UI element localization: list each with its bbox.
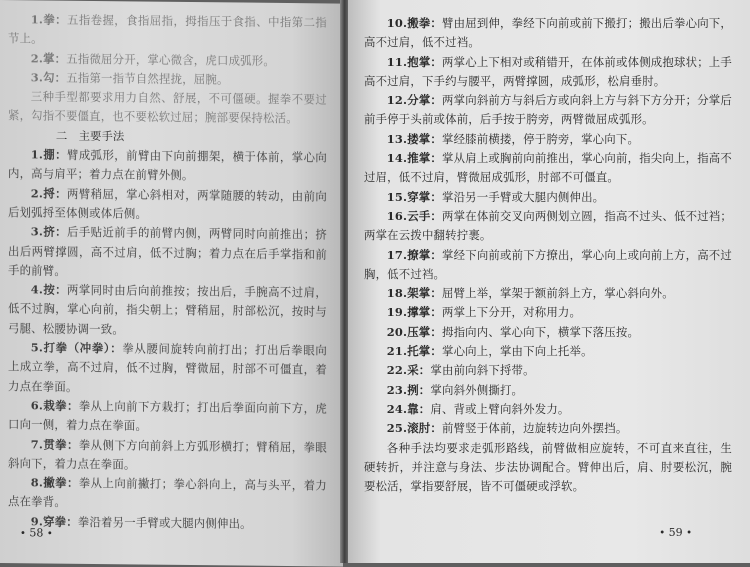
hand-method-item — [8, 184, 327, 226]
method-description: 掌向斜外侧撕打。 — [430, 382, 524, 397]
hand-method-item — [8, 145, 327, 187]
closing-paragraph: 各种手法均要求走弧形路线，前臂做相应旋转，不可直来直往，生硬转折，并注意与身法、步法协调配合。臂伸出后，肩、肘要松沉，腕要松活，掌指要舒展，皆不可僵硬或浮软。 — [364, 440, 732, 494]
method-description: 后手贴近前手的前臂内侧，两臂同时向前推出；挤出后两臂撑圆，高不过肩，低不过胸；着力点在后手掌指和前手的前臂。 — [8, 224, 327, 278]
method-description: 两掌向斜前方与斜后方或向斜上方与斜下方分开；分掌后前手停于头前或体前，后手按于胯旁，两臂微屈成弧形。 — [364, 93, 732, 127]
method-description: 两臂稍屈，掌心斜相对，两掌随腰的转动，由前向后划弧捋至体侧或体后侧。 — [8, 186, 327, 221]
method-term: 19.撑掌： — [386, 305, 442, 320]
hand-method-item — [364, 419, 732, 438]
hand-method-item — [8, 435, 327, 477]
hand-method-item — [364, 53, 732, 92]
method-term: 20.压掌： — [386, 324, 442, 339]
method-term: 13.搂掌： — [386, 131, 442, 146]
right-page — [348, 0, 750, 563]
method-description: 臂由屈到伸，拳经下向前或前下搬打；搬出后拳心向下，高不过肩，低不过裆。 — [364, 16, 732, 50]
method-description: 拳从侧下方向前斜上方弧形横打；臂稍屈，拳眼斜向下，着力点在拳面。 — [8, 437, 327, 472]
hand-method-item — [8, 280, 327, 341]
hand-method-item — [364, 91, 732, 130]
method-term: 8.撇拳： — [30, 475, 79, 490]
hand-method-item — [364, 284, 732, 303]
hand-method-item — [8, 396, 327, 438]
method-term: 22.采： — [386, 363, 431, 378]
method-term: 7.贯拳： — [30, 436, 79, 452]
method-description: 掌心向上，掌由下向上托举。 — [442, 344, 593, 359]
hand-method-item — [364, 342, 732, 361]
hand-method-item — [364, 207, 732, 246]
hand-method-item — [8, 512, 327, 535]
method-description: 掌经下向前或前下方撩出，掌心向上或向前上方，高不过胸，低不过裆。 — [364, 247, 732, 281]
method-description: 拳沿着另一手臂或大腿内侧伸出。 — [77, 514, 252, 531]
hand-method-item — [364, 149, 732, 188]
hand-method-list-right — [364, 14, 732, 439]
hand-method-item — [364, 246, 732, 285]
left-page — [0, 0, 343, 567]
hand-method-item — [364, 14, 732, 53]
method-description: 掌由前向斜下捋带。 — [430, 363, 535, 378]
method-description: 掌从肩上或胸前向前推出，掌心向前，指尖向上，指高不过眉，低不过肩，臂微屈成弧形，肘部不可僵直。 — [364, 151, 732, 185]
method-description: 五指微屈分开，掌心微含，虎口成弧形。 — [66, 51, 275, 68]
method-term: 12.分掌： — [386, 93, 443, 108]
method-description: 两掌同时由后向前推按；按出后，手腕高不过肩，低不过胸，掌心向前，指尖朝上；臂稍屈，肘部松沉，按时与弓腿、松腰协调一致。 — [8, 282, 327, 337]
hand-method-item — [364, 361, 732, 380]
method-term: 17.撩掌： — [386, 247, 443, 262]
method-term: 4.按： — [30, 282, 67, 297]
method-term: 9.穿拳： — [30, 514, 78, 529]
method-description: 拳从腰间旋转向前打出；打出后拳眼向上成立拳，高不过肩，低不过胸，臂微屈，肘部不可僵直，着力点在拳面。 — [8, 341, 327, 394]
method-description: 拳从上向前撇打；拳心斜向上，高与头平，着力点在拳背。 — [8, 475, 327, 510]
method-term: 10.搬拳： — [386, 16, 443, 30]
section-heading: 二 主要手法 — [55, 128, 125, 144]
method-description: 掌经膝前横搂，停于胯旁，掌心向下。 — [442, 131, 640, 146]
method-term: 18.架掌： — [386, 286, 442, 301]
hand-method-item — [8, 222, 327, 283]
hand-shape-section — [8, 10, 327, 129]
hand-method-item — [8, 338, 327, 399]
method-term: 1.拳： — [30, 12, 67, 27]
method-term: 23.挒： — [386, 382, 431, 397]
hand-method-item — [364, 303, 732, 322]
hand-method-item — [364, 130, 732, 149]
method-description: 五指卷握，食指屈指，拇指压于食指、中指第二指节上。 — [8, 12, 327, 46]
method-description: 掌沿另一手臂或大腿内侧伸出。 — [442, 189, 605, 204]
hand-method-item — [364, 188, 732, 207]
method-term: 2.掌： — [30, 50, 67, 66]
method-description: 臂成弧形，前臂由下向前掤架，横于体前，掌心向内，高与肩平；着力点在前臂外侧。 — [8, 147, 327, 183]
method-term: 14.推掌： — [386, 151, 443, 166]
method-term: 11.抱掌： — [386, 54, 443, 69]
hand-method-item — [364, 400, 732, 419]
method-description: 三种手型都要求用力自然、舒展，不可僵硬。握拳不要过紧，勾指不要僵直，也不要松软过屈；腕部要保持松活。 — [8, 89, 327, 126]
method-term: 25.滚肘： — [386, 421, 442, 436]
method-term: 2.捋： — [30, 185, 67, 201]
method-term: 1.掤： — [30, 147, 67, 162]
hand-method-item — [364, 381, 732, 400]
method-description: 五指第一指节自然捏拢，屈腕。 — [66, 70, 229, 87]
method-description: 两掌心上下相对或稍错开，在体前或体侧成抱球状；上手高不过肩，下手约与腰平，两臂撑圆，成弧形，松肩垂肘。 — [364, 54, 732, 88]
method-term: 16.云手： — [386, 208, 443, 223]
method-description: 前臂竖于体前，边旋转边向外摆挡。 — [442, 421, 628, 436]
method-description: 肩、背或上臂向斜外发力。 — [430, 401, 570, 416]
hand-method-list-left — [8, 145, 327, 534]
method-term: 21.托掌： — [386, 344, 442, 359]
hand-method-item — [364, 323, 732, 342]
method-description: 拳从上向前下方栽打；打出后拳面向前下方，虎口向一侧，着力点在拳面。 — [8, 398, 327, 433]
method-term: 5.打拳（冲拳）： — [30, 340, 123, 356]
method-term: 3.挤： — [30, 224, 67, 239]
method-term: 24.靠： — [386, 401, 431, 416]
method-description: 屈臂上举，掌架于额前斜上方，掌心斜向外。 — [442, 286, 674, 301]
hand-method-item — [8, 473, 327, 515]
method-term: 3.勾： — [30, 70, 67, 85]
hand-shape-item — [8, 87, 327, 129]
page-number-right: • 59 • — [659, 526, 692, 539]
hand-shape-item — [8, 10, 327, 52]
method-description: 两掌上下分开，对称用力。 — [442, 305, 582, 320]
method-term: 15.穿掌： — [386, 189, 442, 204]
method-term: 6.栽拳： — [30, 398, 79, 413]
method-description: 两掌在体前交叉向两侧划立圆，指高不过头、低不过裆；两掌在云拨中翻转拧裹。 — [364, 208, 732, 243]
method-description: 拇指向内、掌心向下，横掌下落压按。 — [442, 324, 640, 339]
page-number-left: • 58 • — [20, 526, 53, 540]
